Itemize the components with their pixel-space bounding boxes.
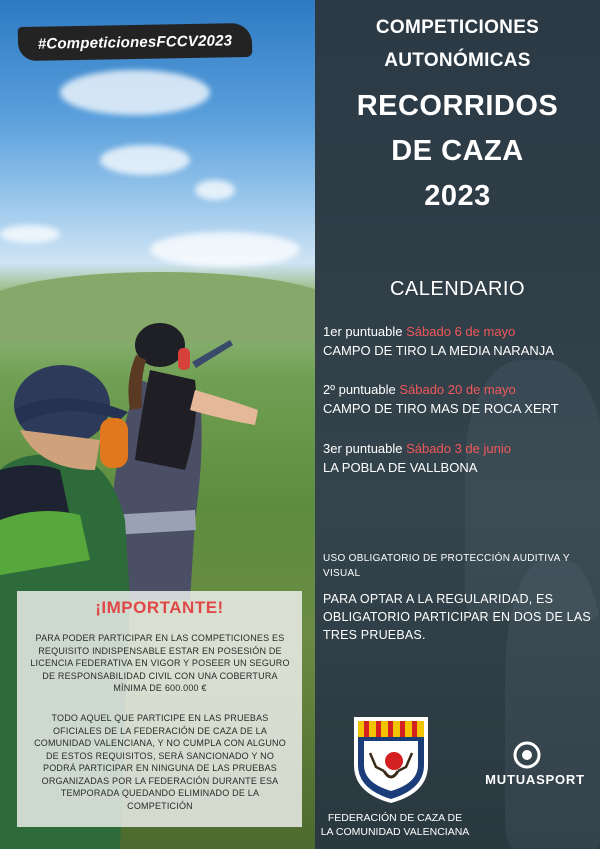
federation-line2: LA COMUNIDAD VALENCIANA	[320, 826, 470, 838]
important-title: ¡IMPORTANTE!	[95, 598, 224, 617]
regularity-note: PARA OPTAR A LA REGULARIDAD, ES OBLIGATORIO PARTICIPAR EN DOS DE LAS TRES PRUEBAS.	[323, 592, 591, 642]
event-venue: CAMPO DE TIRO MAS DE ROCA XERT	[323, 401, 559, 416]
event-label: 1er puntuable	[323, 324, 403, 339]
header-line2: AUTONÓMICAS	[384, 50, 531, 71]
title-line1: RECORRIDOS	[356, 90, 559, 122]
sponsor-name: MUTUASPORT	[485, 772, 585, 787]
event-2	[323, 380, 559, 418]
important-box	[17, 591, 302, 827]
event-label: 3er puntuable	[323, 441, 403, 456]
mutuasport-icon	[513, 741, 541, 769]
important-paragraph-2: TODO AQUEL QUE PARTICIPE EN LAS PRUEBAS OFICIALES DE LA FEDERACIÓN DE CAZA DE LA COMUNIDAD VALENCIANA, Y NO CUMPLA CON ALGUNO DE ESTOS REQUISITOS, SERÁ SANCIONADO Y NO PODRÁ PARTICIPAR EN NINGUNA DE LAS PRUEBAS ORGANIZADAS POR LA FEDERACIÓN DURANTE ESA TEMPORADA QUEDANDO ELIMINADO DE LA COMPETICIÓN	[34, 713, 286, 811]
hashtag-badge	[18, 23, 253, 61]
event-venue: LA POBLA DE VALLBONA	[323, 460, 478, 475]
event-venue: CAMPO DE TIRO LA MEDIA NARANJA	[323, 343, 554, 358]
event-1	[323, 322, 554, 360]
hashtag-text: #CompeticionesFCCV2023	[37, 31, 233, 53]
protection-note: USO OBLIGATORIO DE PROTECCIÓN AUDITIVA Y VISUAL	[323, 553, 570, 579]
info-panel	[315, 0, 600, 849]
federation-line1: FEDERACIÓN DE CAZA DE	[327, 812, 463, 824]
event-date: Sábado 3 de junio	[406, 441, 511, 456]
event-label: 2º puntuable	[323, 382, 396, 397]
title-line2: DE CAZA	[391, 135, 524, 167]
event-date: Sábado 6 de mayo	[406, 324, 516, 339]
important-paragraph-1: PARA PODER PARTICIPAR EN LAS COMPETICIONES ES REQUISITO INDISPENSABLE ESTAR EN POSESIÓN DE LICENCIA FEDERATIVA EN VIGOR Y POSEER UN SEGURO DE RESPONSABILIDAD CIVIL CON UNA COBERTURA MÍNIMA DE 600.000 €	[30, 633, 290, 693]
event-3	[323, 439, 511, 477]
title-year: 2023	[424, 180, 491, 212]
event-date: Sábado 20 de mayo	[399, 382, 516, 397]
federation-shield-logo	[350, 713, 432, 805]
calendar-heading: CALENDARIO	[389, 278, 526, 300]
federation-name	[315, 811, 475, 839]
header-line1: COMPETICIONES	[375, 17, 540, 38]
